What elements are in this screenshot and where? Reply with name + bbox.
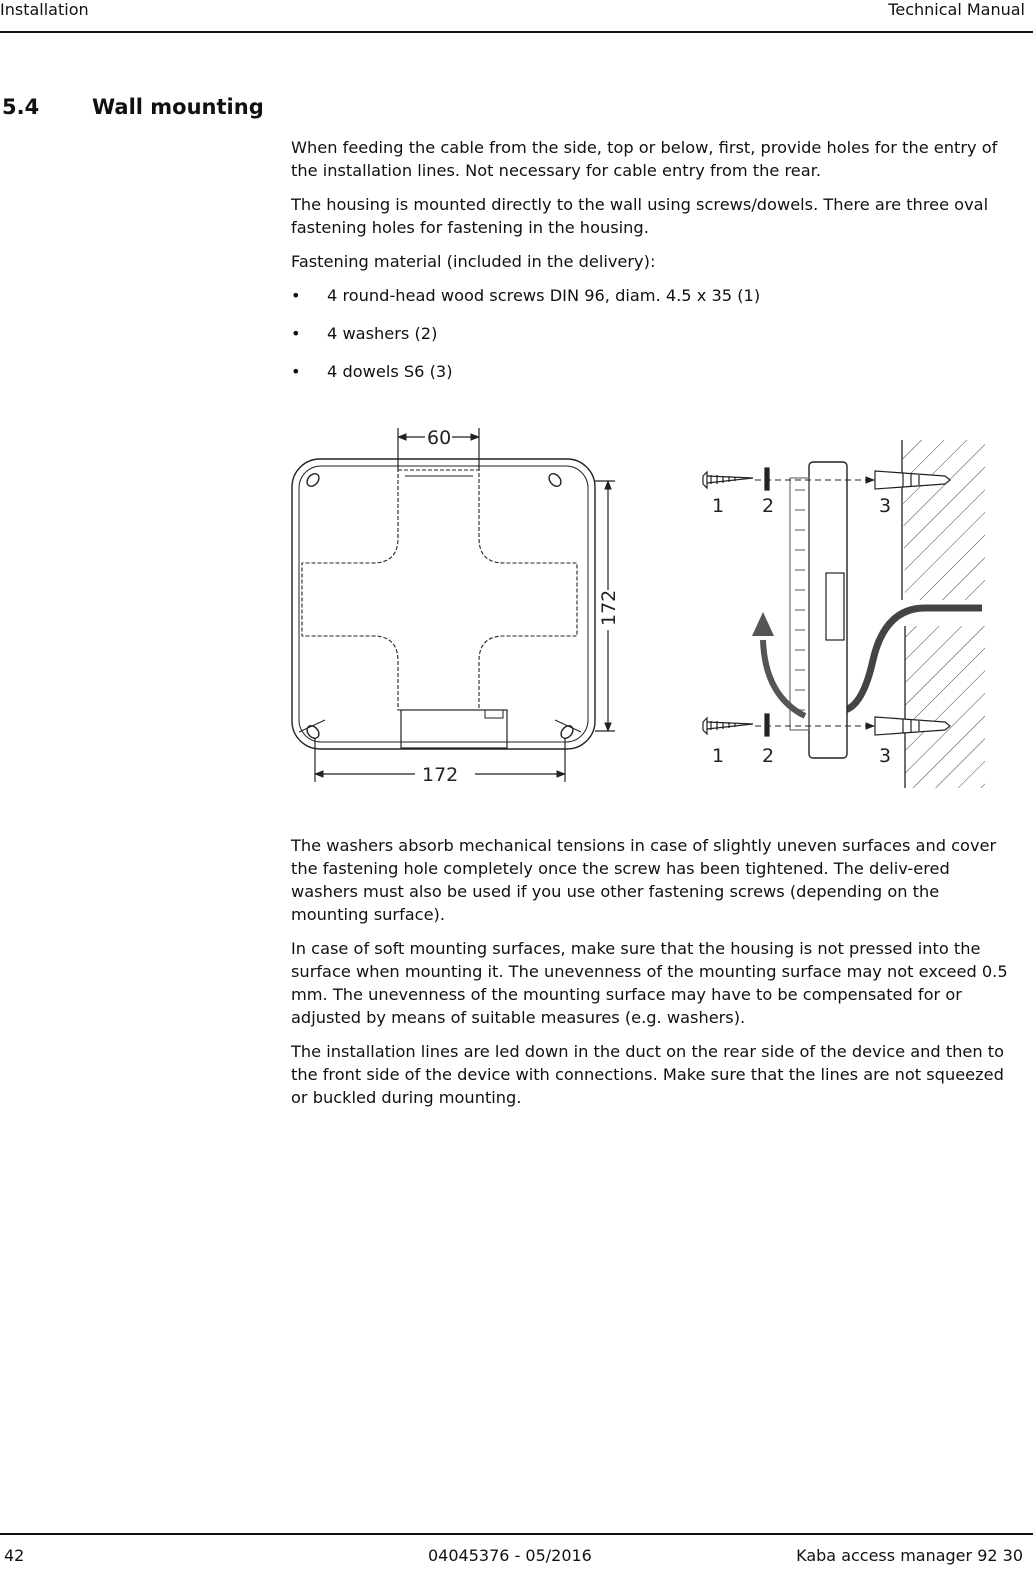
section-title: Wall mounting (92, 95, 264, 119)
label-washer-bottom: 2 (762, 745, 775, 767)
notes-paragraph: The installation lines are led down in the duct on the rear side of the device and then to the front side of the device with connections. Make sure that the lines are not squeezed or buckled during mounting. (291, 1042, 1005, 1107)
notes-paragraph: In case of soft mounting surfaces, make sure that the housing is not pressed into the surface when mounting it. The unevenness of the mounting surface may not exceed 0.5 mm. The unevenness of the mounting surface may have to be compensated for or adjusted by means of suitable measures (e.g. washers). (291, 939, 1008, 1027)
label-washer-top: 2 (762, 495, 775, 517)
list-item: • 4 dowels S6 (3) (291, 362, 453, 381)
intro-paragraph: The housing is mounted directly to the wall using screws/dowels. There are three oval fastening holes for fastening in the housing. (291, 195, 989, 237)
fastening-hole (305, 471, 322, 488)
intro-paragraph: When feeding the cable from the side, top or below, first, provide holes for the entry of the installation lines. Not necessary for cable entry from the rear. (291, 138, 998, 180)
list-item: • 4 round-head wood screws DIN 96, diam. 4.5 x 35 (1) (291, 286, 761, 305)
notes-paragraph: The washers absorb mechanical tensions in case of slightly uneven surfaces and cover the fastening hole completely once the screw has been tightened. The deliv-ered washers must also be used if you use other fastening screws (depending on the mounting surface). (291, 836, 997, 924)
wall-mounting-figure (285, 420, 1005, 800)
document-number: 04045376 - 05/2016 (428, 1546, 592, 1565)
header-chapter: Installation (0, 0, 89, 19)
label-dowel-top: 3 (879, 495, 892, 517)
intro-paragraph: Fastening material (included in the delivery): (291, 252, 656, 271)
mounting-notes (291, 834, 1021, 1120)
label-dowel-bottom: 3 (879, 745, 892, 767)
dimension-label-height: 172 (598, 589, 620, 626)
header-manual-title: Technical Manual (888, 0, 1025, 19)
housing-rear-view (292, 459, 595, 749)
mounting-diagram (285, 420, 1005, 800)
bullet-icon: • (291, 362, 301, 381)
dimension-lines (315, 428, 615, 782)
footer-divider (0, 1533, 1033, 1535)
fastening-hole (547, 471, 564, 488)
header-divider (0, 31, 1033, 33)
cable-routing-arrow (763, 640, 805, 716)
bullet-icon: • (291, 286, 301, 305)
side-section-view (703, 440, 985, 788)
bullet-icon: • (291, 324, 301, 343)
product-name: Kaba access manager 92 30 (796, 1546, 1023, 1565)
intro-text (291, 136, 1021, 398)
label-screw-top: 1 (712, 495, 725, 517)
page-number: 42 (4, 1546, 25, 1565)
dimension-label-bottom: 172 (422, 764, 459, 786)
label-screw-bottom: 1 (712, 745, 725, 767)
section-number: 5.4 (2, 95, 40, 119)
dimension-label-width: 60 (427, 427, 452, 449)
fastening-material-list (291, 284, 1021, 383)
list-item: • 4 washers (2) (291, 324, 438, 343)
